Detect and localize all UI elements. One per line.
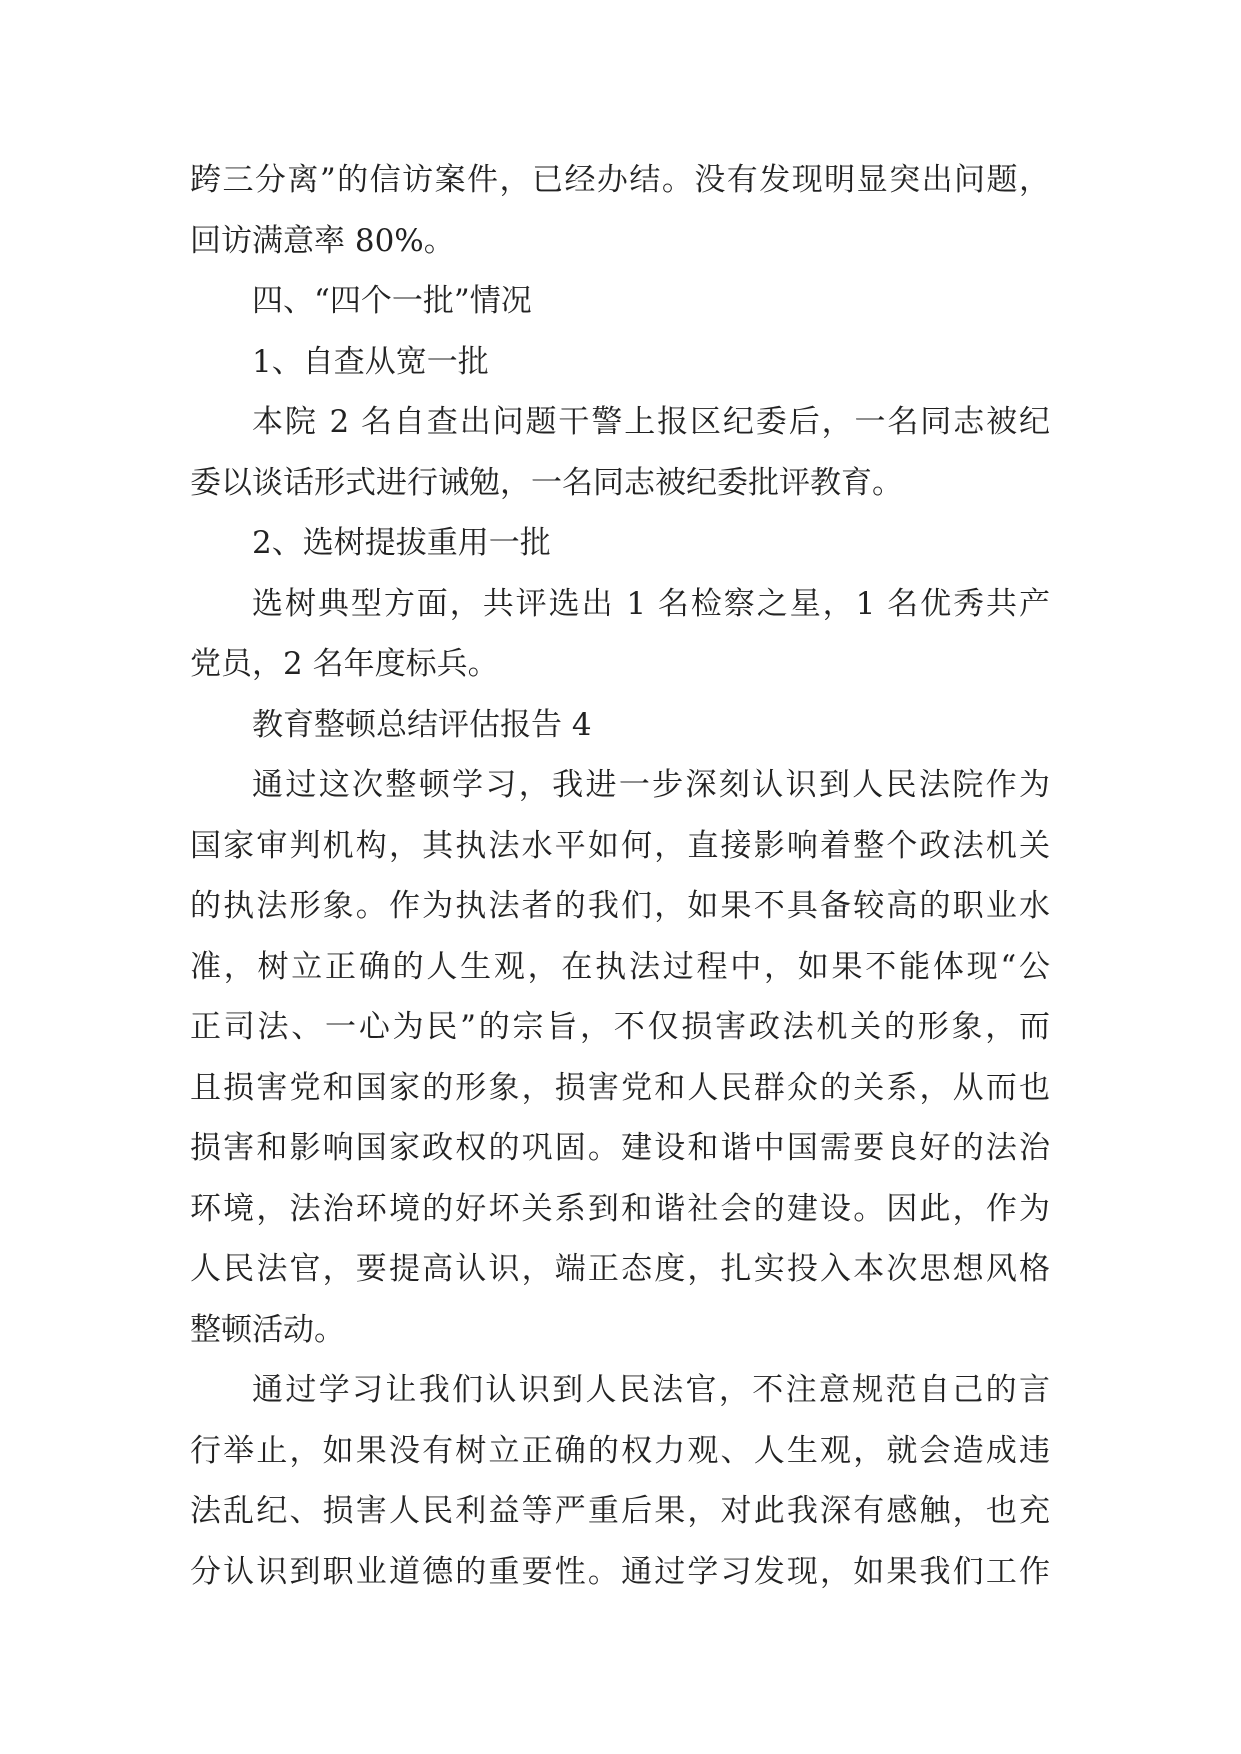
report-title: 教育整顿总结评估报告 4 (252, 706, 592, 743)
text-line: 的执法形象。作为执法者的我们，如果不具备较高的职业水 (190, 888, 1050, 924)
text-line: 损害和影响国家政权的巩固。建设和谐中国需要良好的法治 (190, 1130, 1050, 1166)
section-heading: 四、“四个一批”情况 (252, 283, 532, 319)
text-line: 人民法官，要提高认识，端正态度，扎实投入本次思想风格 (190, 1251, 1050, 1287)
text-line: 且损害党和国家的形象，损害党和人民群众的关系，从而也 (190, 1069, 1050, 1106)
text-line: 正司法、一心为民”的宗旨，不仅损害政法机关的形象，而 (190, 1009, 1050, 1045)
text-line: 国家审判机构，其执法水平如何，直接影响着整个政法机关 (190, 827, 1050, 864)
text-line: 跨三分离”的信访案件，已经办结。没有发现明显突出问题， (190, 162, 1050, 198)
text-line: 党员，2 名年度标兵。 (190, 646, 499, 682)
text-line: 通过学习让我们认识到人民法官，不注意规范自己的言 (252, 1372, 1050, 1408)
text-line: 法乱纪、损害人民利益等严重后果，对此我深有感触，也充 (190, 1493, 1050, 1529)
text-line: 通过这次整顿学习，我进一步深刻认识到人民法院作为 (252, 767, 1050, 803)
text-line: 本院 2 名自查出问题干警上报区纪委后，一名同志被纪 (252, 404, 1050, 440)
text-line: 委以谈话形式进行诫勉，一名同志被纪委批评教育。 (190, 464, 903, 501)
text-line: 回访满意率 80%。 (190, 222, 455, 259)
text-line: 环境，法治环境的好坏关系到和谐社会的建设。因此，作为 (190, 1190, 1050, 1227)
subsection-heading: 1、自查从宽一批 (252, 343, 489, 380)
document-body (190, 150, 1050, 1602)
text-line: 行举止，如果没有树立正确的权力观、人生观，就会造成违 (190, 1432, 1050, 1469)
text-line: 整顿活动。 (190, 1311, 345, 1348)
text-line: 选树典型方面，共评选出 1 名检察之星，1 名优秀共产 (252, 585, 1050, 622)
text-line: 分认识到职业道德的重要性。通过学习发现，如果我们工作 (190, 1553, 1050, 1590)
subsection-heading: 2、选树提拔重用一批 (252, 525, 551, 561)
text-line: 准，树立正确的人生观，在执法过程中，如果不能体现“公 (190, 948, 1050, 985)
